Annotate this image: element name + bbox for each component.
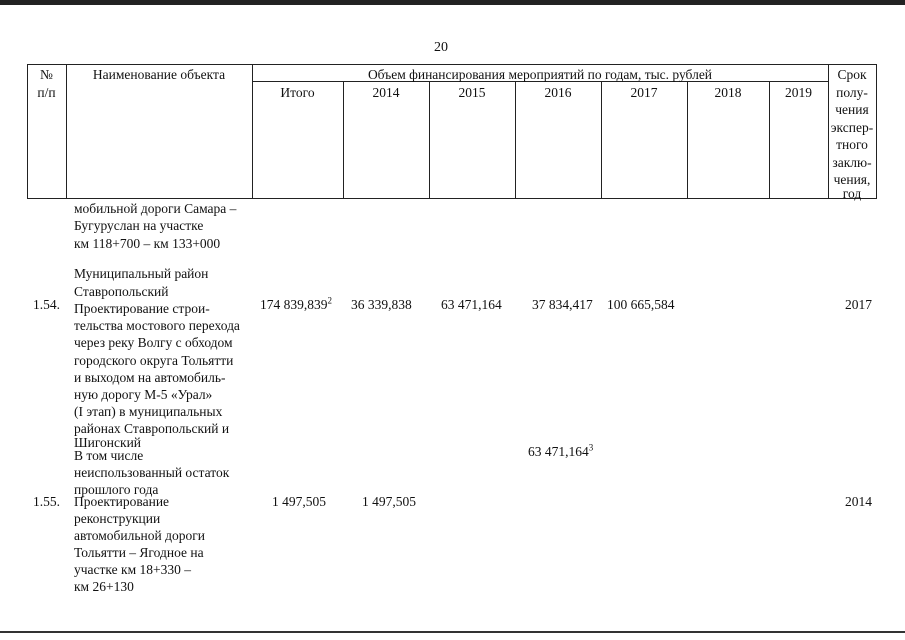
header-num-2: п/п xyxy=(37,85,56,100)
row-1-54-total: 174 839,839$^2$ xyxy=(260,295,332,312)
header-num: № xyxy=(40,67,53,82)
header-financing: Объем финансирования мероприятий по годам, тыс. рублей xyxy=(367,67,713,82)
row-1-55-2014: 1 497,505 xyxy=(362,494,416,509)
row-1-54-2017: 100 665,584 xyxy=(607,297,675,312)
header-year-2018: 2018 xyxy=(714,85,742,100)
page-bottom-border xyxy=(0,631,905,633)
header-year-2014: 2014 xyxy=(372,85,400,100)
row-1-54-num: 1.54. xyxy=(33,297,60,312)
row-1-54-2015: 63 471,164 xyxy=(441,297,502,312)
row-1-54-term: 2017 xyxy=(845,297,872,312)
header-year-2017: 2017 xyxy=(630,85,658,100)
header-name: Наименование объекта xyxy=(92,67,226,82)
row-1-55-total: 1 497,505 xyxy=(272,494,326,509)
page-top-border xyxy=(0,0,905,5)
row-1-55-num: 1.55. xyxy=(33,494,60,509)
header-year-2015: 2015 xyxy=(458,85,486,100)
header-total: Итого xyxy=(280,85,315,100)
header-year-2019: 2019 xyxy=(785,85,812,100)
page-number: 20 xyxy=(434,40,448,55)
including-row-2016: 63 471,164$^3$ xyxy=(528,442,594,459)
row-1-54-2016: 37 834,417 xyxy=(532,297,593,312)
header-year-2016: 2016 xyxy=(544,85,572,100)
row-1-55-term: 2014 xyxy=(845,494,872,509)
row-1-54-2014: 36 339,838 xyxy=(351,297,412,312)
